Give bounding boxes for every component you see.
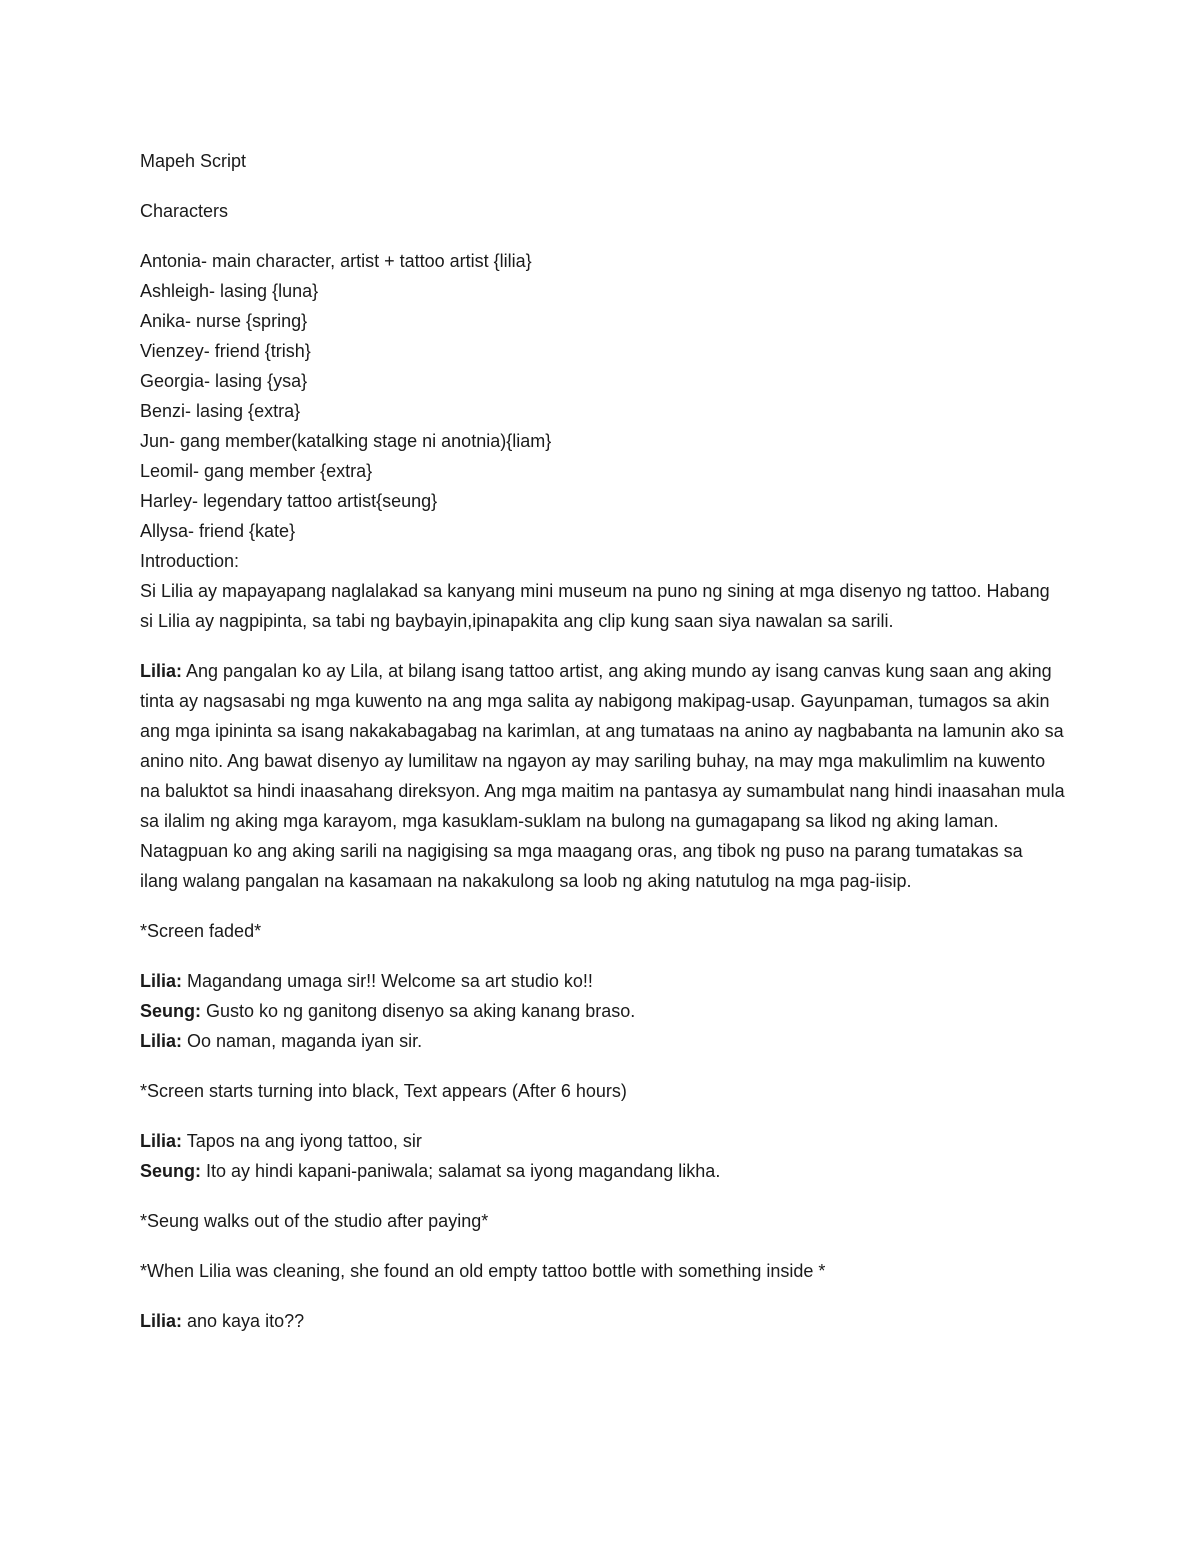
character-entry: Allysa- friend {kate}: [140, 521, 296, 541]
dialogue-text: Magandang umaga sir!! Welcome sa art studio ko!!: [182, 971, 593, 991]
character-entry: Harley- legendary tattoo artist{seung}: [140, 491, 438, 511]
stage-direction: *When Lilia was cleaning, she found an old empty tattoo bottle with something inside *: [140, 1261, 826, 1281]
characters-heading: Characters: [140, 201, 229, 221]
character-entry: Antonia- main character, artist + tattoo artist {lilia}: [140, 251, 532, 271]
speaker-name: Seung:: [140, 1161, 201, 1181]
character-entry: Benzi- lasing {extra}: [140, 401, 301, 421]
speaker-name: Lilia:: [140, 1311, 183, 1331]
dialogue-block: [140, 1306, 1065, 1336]
character-entry: Ashleigh- lasing {luna}: [140, 281, 319, 301]
dialogue-line: [140, 1156, 1065, 1186]
character-entry: Anika- nurse {spring}: [140, 311, 308, 331]
characters-list: [140, 246, 1065, 546]
stage-direction: *Seung walks out of the studio after paying*: [140, 1211, 489, 1231]
document-body: [140, 146, 1065, 1356]
monologue-text: Ang pangalan ko ay Lila, at bilang isang tattoo artist, ang aking mundo ay isang canvas kung saan ang aking tinta ay nagsasabi ng mga kuwento na ang mga salita ay nabigong makipag-usap. Gayunpaman, tumagos sa akin ang mga ipininta sa isang nakakabagabag na karimlan, at ang tumataas na anino ay nagbabanta na lamunin ako sa anino nito. Ang bawat disenyo ay lumilitaw na ngayon ay may sariling buhay, na may mga makulimlim na kuwento na baluktot sa hindi inaasahang direksyon. Ang mga maitim na pantasya ay sumambulat nang hindi inaasahan mula sa ilalim ng aking mga karayom, mga kasuklam-suklam na bulong na gumagapang sa likod ng aking laman. Natagpuan ko ang aking sarili na nagigising sa mga maagang oras, ang tibok ng puso na parang tumatakas sa ilang walang pangalan na kasamaan na nakakulong sa loob ng aking natutulog na mga pag-iisip.: [140, 661, 1065, 891]
monologue-paragraph: [140, 656, 1065, 896]
dialogue-text: Oo naman, maganda iyan sir.: [182, 1031, 423, 1051]
dialogue-block: [140, 966, 1065, 1056]
dialogue-line: [140, 1026, 1065, 1056]
stage-direction: *Screen starts turning into black, Text appears (After 6 hours): [140, 1081, 627, 1101]
document-title: Mapeh Script: [140, 151, 247, 171]
character-entry: Vienzey- friend {trish}: [140, 341, 311, 361]
dialogue-line: [140, 966, 1065, 996]
speaker-name: Lilia:: [140, 661, 183, 681]
dialogue-block: [140, 1126, 1065, 1186]
dialogue-text: Ito ay hindi kapani-paniwala; salamat sa iyong magandang likha.: [201, 1161, 721, 1181]
dialogue-text: ano kaya ito??: [182, 1311, 305, 1331]
character-entry: Jun- gang member(katalking stage ni anotnia){liam}: [140, 431, 552, 451]
character-entry: Leomil- gang member {extra}: [140, 461, 373, 481]
speaker-name: Seung:: [140, 1001, 201, 1021]
dialogue-line: [140, 1306, 1065, 1336]
dialogue-text: Gusto ko ng ganitong disenyo sa aking kanang braso.: [201, 1001, 636, 1021]
speaker-name: Lilia:: [140, 1031, 183, 1051]
stage-direction: *Screen faded*: [140, 921, 262, 941]
introduction-text: Si Lilia ay mapayapang naglalakad sa kanyang mini museum na puno ng sining at mga disenyo ng tattoo. Habang si Lilia ay nagpipinta, sa tabi ng baybayin,ipinapakita ang clip kung saan siya nawalan sa sarili.: [140, 581, 1050, 631]
dialogue-line: [140, 1126, 1065, 1156]
dialogue-text: Tapos na ang iyong tattoo, sir: [182, 1131, 422, 1151]
character-entry: Georgia- lasing {ysa}: [140, 371, 308, 391]
speaker-name: Lilia:: [140, 1131, 183, 1151]
introduction-heading: Introduction:: [140, 551, 240, 571]
speaker-name: Lilia:: [140, 971, 183, 991]
dialogue-line: [140, 996, 1065, 1026]
